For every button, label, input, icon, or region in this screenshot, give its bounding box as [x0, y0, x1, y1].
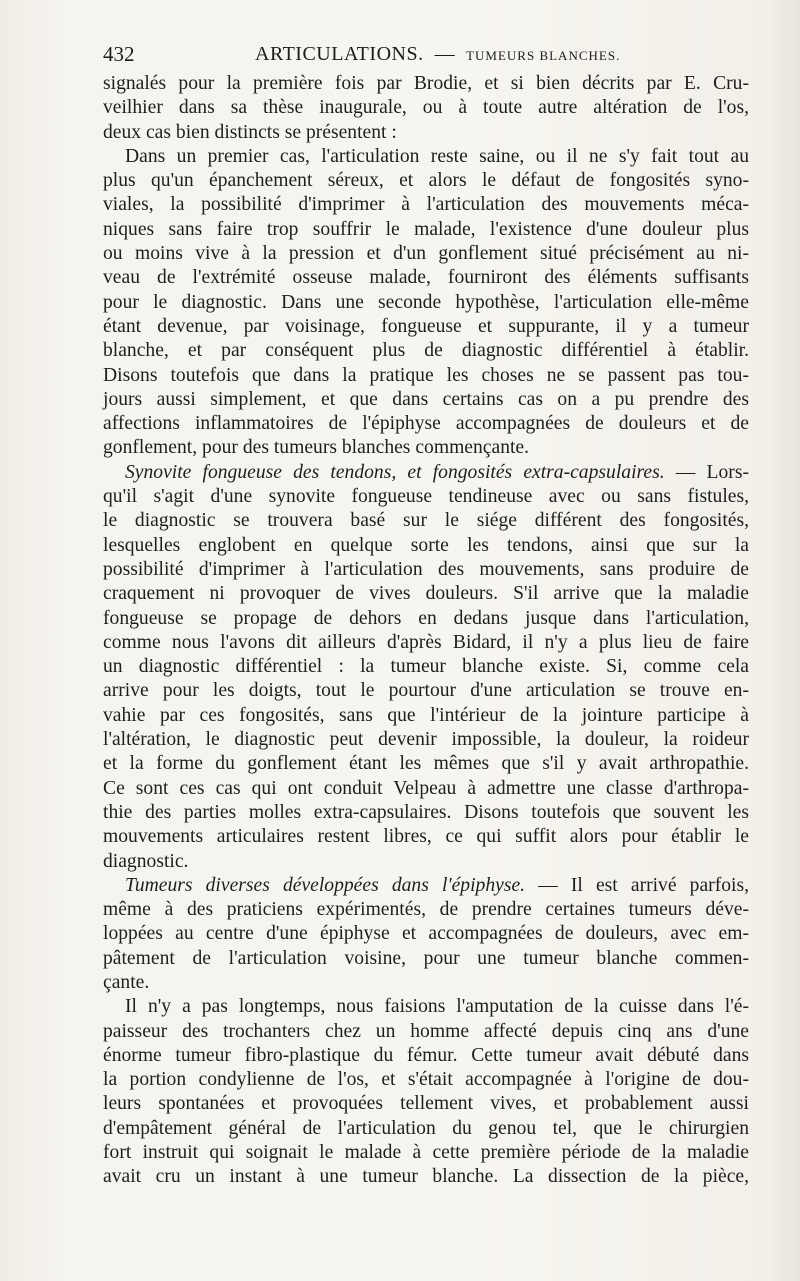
text-line: le diagnostic se trouvera basé sur le siége différent des fongosités, — [103, 510, 749, 532]
section-heading: Tumeurs diverses développées dans l'épiphyse. — [125, 874, 526, 896]
text-line: même à des praticiens expérimentés, de prendre certaines tumeurs déve- — [103, 899, 749, 921]
text-line: niques sans faire trop souffrir le malade, l'existence d'une douleur plus — [103, 218, 749, 240]
text-line: l'altération, le diagnostic peut devenir impossible, la douleur, la roideur — [103, 729, 749, 751]
text-line: lesquelles englobent en quelque sorte les tendons, ainsi que sur la — [103, 534, 749, 556]
running-title-separator: — — [434, 43, 456, 65]
paragraph-synovite — [103, 461, 749, 874]
text-line: mouvements articulaires restent libres, ce qui suffit alors pour établir le — [103, 826, 749, 848]
running-title-subtitle: TUMEURS BLANCHES. — [466, 48, 621, 63]
text-line: veau de l'extrémité osseuse malade, fourniront des éléments suffisants — [103, 267, 749, 289]
text-line: d'empâtement général de l'articulation du genou tel, que le chirurgien — [103, 1117, 749, 1139]
text-line: deux cas bien distincts se présentent : — [103, 121, 397, 143]
text-line: étant devenue, par voisinage, fongueuse et suppurante, il y a tumeur — [103, 315, 749, 337]
paragraph-diagnosis-cases — [103, 145, 749, 461]
text-line: Il n'y a pas longtemps, nous faisions l'amputation de la cuisse dans l'é- — [125, 996, 749, 1018]
text-line: çante. — [103, 971, 150, 993]
text-line: Disons toutefois que dans la pratique les choses ne se passent pas tou- — [103, 364, 749, 386]
text-line: blanche, et par conséquent plus de diagnostic différentiel à établir. — [103, 340, 749, 362]
running-title-main: ARTICULATIONS. — [255, 43, 424, 65]
running-title — [255, 43, 620, 66]
text-line: Dans un premier cas, l'articulation reste saine, ou il ne s'y fait tout au — [125, 145, 749, 167]
page-header — [103, 42, 749, 72]
text-line: gonflement, pour des tumeurs blanches commençante. — [103, 437, 530, 459]
text-line: thie des parties molles extra-capsulaires. Disons toutefois que souvent les — [103, 801, 749, 823]
text-line: pour le diagnostic. Dans une seconde hypothèse, l'articulation elle-même — [103, 291, 749, 313]
paragraph-amputation-case — [103, 995, 749, 1189]
text-line: fort instruit qui soignait le malade à cette première période de la maladie — [103, 1142, 749, 1164]
section-heading-tail: — Lors- — [675, 461, 749, 483]
text-line: fongueuse se propage de dehors en dedans jusque dans l'articulation, — [103, 607, 749, 629]
text-line: leurs spontanées et provoquées tellement vives, et probablement aussi — [103, 1093, 749, 1115]
body-text — [103, 72, 749, 1190]
text-line: plus qu'un épanchement séreux, et alors le défaut de fongosités syno- — [103, 170, 749, 192]
text-line: Ce sont ces cas qui ont conduit Velpeau à admettre une classe d'arthropa- — [103, 777, 749, 799]
text-line: ou moins vive à la pression et d'un gonflement situé précisément au ni- — [103, 243, 749, 265]
text-line: comme nous l'avons dit ailleurs d'après Bidard, il n'y a plus lieu de faire — [103, 631, 749, 653]
text-line: viales, la possibilité d'imprimer à l'articulation des mouvements méca- — [103, 194, 749, 216]
text-line: énorme tumeur fibro-plastique du fémur. Cette tumeur avait débuté dans — [103, 1044, 749, 1066]
text-line: un diagnostic différentiel : la tumeur blanche existe. Si, comme cela — [103, 656, 749, 678]
text-line: affections inflammatoires de l'épiphyse accompagnées de douleurs et de — [103, 413, 749, 435]
text-line: qu'il s'agit d'une synovite fongueuse tendineuse avec ou sans fistules, — [103, 486, 749, 508]
text-line: et la forme du gonflement étant les mêmes que s'il y avait arthropathie. — [103, 753, 749, 775]
text-line: jours aussi simplement, et que dans certains cas on a pu prendre des — [103, 388, 749, 410]
text-line: loppées au centre d'une épiphyse et accompagnées de douleurs, avec em- — [103, 923, 749, 945]
text-line: signalés pour la première fois par Brodie, et si bien décrits par E. Cru- — [103, 73, 749, 94]
section-heading: Synovite fongueuse des tendons, et fongosités extra-capsulaires. — [125, 461, 665, 483]
text-line: paisseur des trochanters chez un homme affecté depuis cinq ans d'une — [103, 1020, 749, 1042]
section-heading-line — [103, 874, 749, 898]
section-heading-tail: — Il est arrivé parfois, — [538, 874, 749, 896]
text-line: vahie par ces fongosités, sans que l'intérieur de la jointure participe à — [103, 704, 749, 726]
text-line: pâtement de l'articulation voisine, pour une tumeur blanche commen- — [103, 947, 749, 969]
text-line: craquement ni provoquer de vives douleurs. S'il arrive que la maladie — [103, 583, 749, 605]
text-line: la portion condylienne de l'os, et s'était accompagnée à l'origine de dou- — [103, 1069, 749, 1091]
text-line: veilhier dans sa thèse inaugurale, ou à toute autre altération de l'os, — [103, 97, 749, 119]
text-line: diagnostic. — [103, 850, 189, 872]
text-line: arrive pour les doigts, tout le pourtour d'une articulation se trouve en- — [103, 680, 749, 702]
page-number: 432 — [103, 42, 135, 66]
paragraph-tumeurs-diverses — [103, 874, 749, 995]
text-line: avait cru un instant à une tumeur blanche. La dissection de la pièce, — [103, 1166, 749, 1188]
section-heading-line — [103, 461, 749, 485]
paragraph-continuation — [103, 72, 749, 145]
text-line: possibilité d'imprimer à l'articulation des mouvements, sans produire de — [103, 558, 749, 580]
